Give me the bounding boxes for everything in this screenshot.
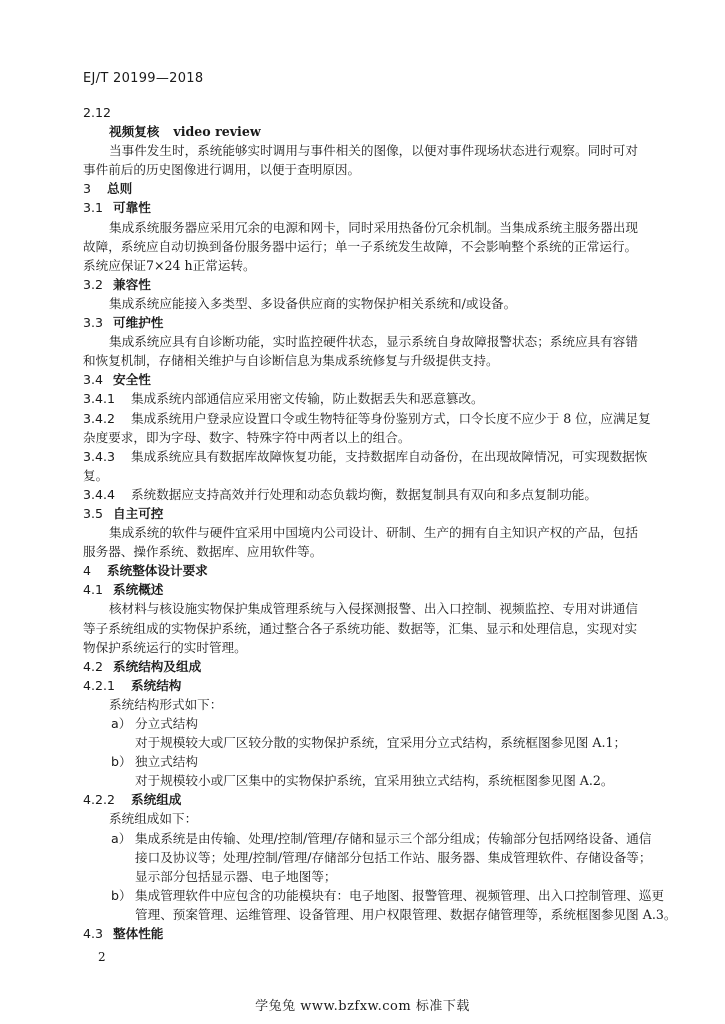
subsection-heading: 4.3 整体性能 bbox=[83, 926, 164, 942]
numbered-clause: 3.4.2 集成系统用户登录应设置口令或生物特征等身份鉴别方式，口令长度不应少于 8 位，应满足复 bbox=[83, 410, 651, 426]
subsection-heading: 3.5 自主可控 bbox=[83, 505, 164, 521]
subsection-heading: 3.1 可靠性 bbox=[83, 200, 151, 216]
paragraph-line: 事件前后的历史图像进行调用，以便于查明原因。 bbox=[83, 162, 361, 178]
paragraph-line: 系统结构形式如下： bbox=[109, 696, 223, 712]
clause-number: 2.12 bbox=[83, 105, 112, 120]
list-item-continuation: 管理、预案管理、运维管理、设备管理、用户权限管理、数据存储管理等，系统框图参见图 A.3。 bbox=[135, 906, 677, 922]
list-item: a） 分立式结构 bbox=[111, 716, 198, 731]
paragraph-line: 集成系统的软件与硬件宜采用中国境内公司设计、研制、生产的拥有自主知识产权的产品，包括 bbox=[109, 525, 638, 541]
paragraph-line: 服务器、操作系统、数据库、应用软件等。 bbox=[83, 544, 323, 560]
paragraph-line: 集成系统应具有自诊断功能，实时监控硬件状态，显示系统自身故障报警状态；系统应具有容错 bbox=[109, 334, 638, 350]
term-english: video review bbox=[173, 124, 261, 140]
list-item-continuation: 接口及协议等；处理/控制/管理/存储部分包括工作站、服务器、集成管理软件、存储设备等； bbox=[135, 849, 652, 865]
term-chinese: 视频复核 bbox=[109, 124, 160, 140]
document-body bbox=[83, 103, 695, 943]
subsection-heading: 4.1 系统概述 bbox=[83, 582, 164, 598]
list-item-continuation: 显示部分包括显示器、电子地图等； bbox=[135, 868, 337, 884]
list-item-continuation: 对于规模较小或厂区集中的实物保护系统，宜采用独立式结构，系统框图参见图 A.2。 bbox=[135, 773, 614, 789]
footer-watermark: 学兔兔 www.bzfxw.com 标准下载 bbox=[255, 999, 470, 1014]
numbered-clause: 3.4.4 系统数据应支持高效并行处理和动态负载均衡，数据复制具有双向和多点复制功能。 bbox=[83, 486, 597, 502]
paragraph-line: 当事件发生时，系统能够实时调用与事件相关的图像，以便对事件现场状态进行观察。同时可对 bbox=[109, 143, 638, 159]
list-item-continuation: 对于规模较大或厂区较分散的实物保护系统，宜采用分立式结构，系统框图参见图 A.1； bbox=[135, 735, 627, 751]
standard-code: EJ/T 20199—2018 bbox=[83, 71, 204, 86]
section-heading: 3 总则 bbox=[83, 181, 133, 197]
subsubsection-heading: 4.2.2 系统组成 bbox=[83, 792, 182, 808]
paragraph-line: 集成系统应能接入多类型、多设备供应商的实物保护相关系统和/或设备。 bbox=[109, 295, 517, 311]
paragraph-line: 杂度要求，即为字母、数字、特殊字符中两者以上的组合。 bbox=[83, 429, 411, 445]
subsection-heading: 3.3 可维护性 bbox=[83, 315, 164, 331]
paragraph-line: 等子系统组成的实物保护系统，通过整合各子系统功能、数据等，汇集、显示和处理信息，实现对实 bbox=[83, 620, 638, 636]
page-number: 2 bbox=[98, 950, 106, 964]
paragraph-line: 物保护系统运行的实时管理。 bbox=[83, 639, 247, 655]
paragraph-line: 核材料与核设施实物保护集成管理系统与入侵探测报警、出入口控制、视频监控、专用对讲通信 bbox=[109, 601, 638, 617]
paragraph-line: 复。 bbox=[83, 467, 109, 483]
subsection-heading: 4.2 系统结构及组成 bbox=[83, 658, 202, 674]
section-heading: 4 系统整体设计要求 bbox=[83, 563, 208, 579]
list-item: b） 独立式结构 bbox=[111, 754, 198, 770]
paragraph-line: 故障，系统应自动切换到备份服务器中运行；单一子系统发生故障，不会影响整个系统的正常运行。 bbox=[83, 238, 638, 254]
paragraph-line: 系统应保证7×24 h正常运转。 bbox=[83, 257, 256, 273]
paragraph-line: 系统组成如下： bbox=[109, 811, 198, 827]
paragraph-line: 集成系统服务器应采用冗余的电源和网卡，同时采用热备份冗余机制。当集成系统主服务器出现 bbox=[109, 219, 638, 235]
subsection-heading: 3.4 安全性 bbox=[83, 372, 151, 388]
paragraph-line: 和恢复机制，存储相关维护与自诊断信息为集成系统修复与升级提供支持。 bbox=[83, 353, 499, 369]
numbered-clause: 3.4.1 集成系统内部通信应采用密文传输，防止数据丢失和恶意篡改。 bbox=[83, 391, 484, 407]
list-item: a） 集成系统是由传输、处理/控制/管理/存储和显示三个部分组成；传输部分包括网络设备、通信 bbox=[111, 830, 652, 846]
subsection-heading: 3.2 兼容性 bbox=[83, 276, 151, 292]
subsubsection-heading: 4.2.1 系统结构 bbox=[83, 677, 182, 693]
list-item: b） 集成管理软件中应包含的功能模块有：电子地图、报警管理、视频管理、出入口控制管理、巡更 bbox=[111, 887, 664, 903]
term-line bbox=[83, 122, 695, 141]
numbered-clause: 3.4.3 集成系统应具有数据库故障恢复功能，支持数据库自动备份，在出现故障情况，可实现数据恢 bbox=[83, 448, 648, 464]
